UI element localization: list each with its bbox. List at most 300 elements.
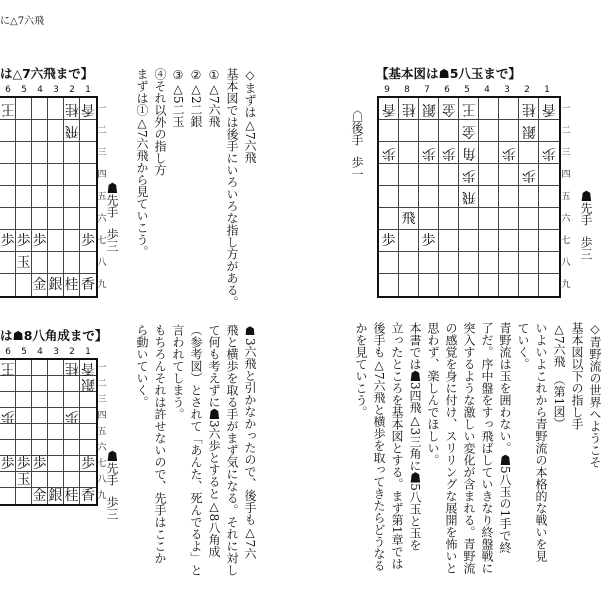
board-square bbox=[32, 98, 48, 120]
shogi-piece: 飛 bbox=[461, 188, 476, 205]
board-square bbox=[499, 252, 519, 274]
text-line: 言われてしまう。 bbox=[171, 324, 185, 420]
board-square bbox=[16, 98, 32, 120]
shogi-piece: 歩 bbox=[64, 407, 79, 424]
board-square bbox=[419, 230, 439, 252]
text-line: 思わず、楽しんでほしい。 bbox=[426, 322, 440, 466]
file-number: 6 bbox=[444, 85, 450, 95]
text-line: いよいよこれから青野流の本格的な戦いを見 bbox=[534, 322, 548, 562]
text-line: 基本図では後手にいろいろな指し方がある。 bbox=[225, 68, 239, 308]
shogi-piece: 歩 bbox=[16, 455, 31, 472]
shogi-piece: 銀 bbox=[81, 375, 95, 392]
shogi-board-bottom-left bbox=[0, 358, 98, 506]
shogi-piece: 香 bbox=[81, 277, 95, 293]
board-square bbox=[64, 186, 80, 208]
board-square bbox=[64, 252, 80, 274]
board-square bbox=[379, 274, 399, 296]
rank-number: 五 bbox=[561, 191, 571, 202]
board-square bbox=[459, 98, 479, 120]
gote-hand-pieces: 歩一 bbox=[350, 156, 364, 180]
file-number: 1 bbox=[544, 85, 550, 95]
board-square bbox=[539, 142, 559, 164]
board-square bbox=[499, 142, 519, 164]
shogi-piece: 歩 bbox=[521, 166, 536, 183]
board-square bbox=[399, 274, 419, 296]
shogi-piece: 歩 bbox=[81, 232, 95, 249]
board-square bbox=[48, 274, 64, 296]
board-square bbox=[16, 488, 32, 504]
board-square bbox=[32, 440, 48, 456]
board-square bbox=[48, 488, 64, 504]
board-square bbox=[80, 120, 96, 142]
board-square bbox=[80, 252, 96, 274]
file-number: 6 bbox=[5, 85, 11, 95]
board-square bbox=[16, 376, 32, 392]
shogi-piece: 歩 bbox=[421, 232, 436, 249]
shogi-piece: 飛 bbox=[64, 122, 79, 139]
board-square bbox=[459, 208, 479, 230]
file-number: 4 bbox=[484, 85, 490, 95]
text-line: △7六飛 （第1図） bbox=[552, 322, 566, 430]
file-number: 7 bbox=[424, 85, 430, 95]
gote-hand-label: ☖後手 bbox=[350, 110, 364, 146]
sente-hand-top-right bbox=[578, 190, 595, 260]
board-square bbox=[479, 120, 499, 142]
board-square bbox=[519, 252, 539, 274]
rank-number: 二 bbox=[561, 125, 571, 136]
shogi-board-top-left bbox=[0, 96, 98, 298]
file-number: 4 bbox=[37, 85, 43, 95]
rank-number: 四 bbox=[561, 169, 571, 180]
board-square bbox=[419, 120, 439, 142]
rank-number: 九 bbox=[561, 279, 571, 290]
diagram-title-top-left: は△7六飛まで】 bbox=[0, 66, 94, 81]
board-square bbox=[419, 252, 439, 274]
board-square bbox=[32, 186, 48, 208]
shogi-piece: 金 bbox=[461, 122, 476, 139]
board-square bbox=[519, 120, 539, 142]
board-square bbox=[439, 98, 459, 120]
text-line: ら動いていく。 bbox=[135, 324, 149, 408]
shogi-piece: 歩 bbox=[441, 144, 456, 161]
board-square bbox=[16, 392, 32, 408]
board-square bbox=[64, 120, 80, 142]
board-square bbox=[0, 164, 16, 186]
board-square bbox=[459, 274, 479, 296]
board-square bbox=[64, 142, 80, 164]
board-square bbox=[64, 274, 80, 296]
board-square bbox=[48, 252, 64, 274]
board-square bbox=[16, 456, 32, 472]
board-square bbox=[32, 392, 48, 408]
board-square bbox=[419, 164, 439, 186]
board-square bbox=[16, 360, 32, 376]
board-square bbox=[0, 120, 16, 142]
board-square bbox=[439, 208, 459, 230]
board-square bbox=[16, 408, 32, 424]
board-square bbox=[80, 142, 96, 164]
text-line: て何も考えずに☗3六歩とすると△8八角成 bbox=[207, 324, 221, 558]
shogi-piece: 歩 bbox=[32, 232, 47, 249]
commentary-top-right bbox=[352, 322, 604, 574]
board-square bbox=[479, 142, 499, 164]
board-square bbox=[499, 186, 519, 208]
board-square bbox=[379, 230, 399, 252]
board-square bbox=[64, 408, 80, 424]
shogi-piece: 角 bbox=[461, 144, 476, 161]
shogi-piece: 歩 bbox=[501, 144, 516, 161]
board-square bbox=[499, 164, 519, 186]
sente-hand-label: ☗先手 bbox=[579, 190, 593, 226]
board-square bbox=[399, 98, 419, 120]
shogi-piece: 歩 bbox=[381, 232, 396, 249]
rank-number: 七 bbox=[97, 235, 107, 246]
board-square bbox=[80, 424, 96, 440]
rank-number: 八 bbox=[97, 474, 107, 485]
board-square bbox=[459, 252, 479, 274]
board-square bbox=[32, 472, 48, 488]
board-square bbox=[32, 164, 48, 186]
rank-number: 四 bbox=[97, 410, 107, 421]
board-square bbox=[32, 424, 48, 440]
shogi-piece: 香 bbox=[81, 100, 95, 117]
text-line: ◇青野流の世界へようこそ bbox=[588, 322, 602, 468]
board-square bbox=[48, 208, 64, 230]
board-square bbox=[64, 230, 80, 252]
board-square bbox=[0, 208, 16, 230]
board-square bbox=[80, 456, 96, 472]
board-square bbox=[459, 164, 479, 186]
text-line: ③△5二玉 bbox=[171, 68, 185, 128]
shogi-piece: 玉 bbox=[16, 471, 31, 488]
board-square bbox=[32, 360, 48, 376]
board-square bbox=[48, 456, 64, 472]
board-square bbox=[399, 186, 419, 208]
board-square bbox=[0, 392, 16, 408]
sente-hand-label: ☗先手 bbox=[105, 182, 119, 218]
board-square bbox=[32, 208, 48, 230]
board-square bbox=[16, 440, 32, 456]
board-square bbox=[519, 230, 539, 252]
board-square bbox=[16, 142, 32, 164]
board-square bbox=[0, 376, 16, 392]
board-square bbox=[80, 186, 96, 208]
board-square bbox=[439, 186, 459, 208]
board-square bbox=[539, 164, 559, 186]
board-square bbox=[32, 230, 48, 252]
board-square bbox=[379, 142, 399, 164]
board-square bbox=[0, 142, 16, 164]
text-line: 本書では☗3四飛△3三角に☗5八玉と玉を bbox=[408, 322, 422, 551]
board-square bbox=[439, 230, 459, 252]
board-square bbox=[48, 472, 64, 488]
sente-hand-pieces: 歩三 bbox=[579, 236, 593, 260]
shogi-piece: 玉 bbox=[16, 254, 31, 271]
file-number: 2 bbox=[69, 85, 75, 95]
shogi-piece: 歩 bbox=[32, 455, 47, 472]
board-square bbox=[80, 472, 96, 488]
board-square bbox=[48, 392, 64, 408]
sente-hand-label: ☗先手 bbox=[105, 450, 119, 486]
board-square bbox=[80, 392, 96, 408]
board-square bbox=[80, 408, 96, 424]
shogi-piece: 王 bbox=[0, 359, 15, 376]
board-square bbox=[519, 208, 539, 230]
shogi-piece: 飛 bbox=[401, 210, 416, 227]
board-square bbox=[48, 440, 64, 456]
board-square bbox=[439, 274, 459, 296]
board-square bbox=[0, 274, 16, 296]
shogi-piece: 金 bbox=[32, 488, 47, 504]
shogi-piece: 歩 bbox=[0, 232, 15, 249]
shogi-piece: 銀 bbox=[521, 122, 536, 139]
rank-numbers-top-right bbox=[560, 96, 572, 294]
rank-number: 八 bbox=[97, 257, 107, 268]
board-square bbox=[48, 360, 64, 376]
shogi-piece: 桂 bbox=[64, 488, 79, 504]
board-square bbox=[80, 360, 96, 376]
file-number: 6 bbox=[5, 347, 11, 357]
board-square bbox=[499, 98, 519, 120]
board-square bbox=[64, 376, 80, 392]
board-square bbox=[399, 142, 419, 164]
board-square bbox=[80, 274, 96, 296]
board-square bbox=[48, 164, 64, 186]
board-square bbox=[0, 456, 16, 472]
text-line: の感覚を身に付け、スリリングな展開を怖いと bbox=[444, 322, 458, 574]
board-square bbox=[0, 424, 16, 440]
file-number: 5 bbox=[21, 85, 27, 95]
shogi-piece: 桂 bbox=[521, 100, 536, 117]
rank-number: 六 bbox=[97, 213, 107, 224]
board-square bbox=[32, 252, 48, 274]
board-square bbox=[499, 208, 519, 230]
board-square bbox=[399, 120, 419, 142]
board-square bbox=[16, 164, 32, 186]
board-square bbox=[399, 252, 419, 274]
text-line: 了だ。序中盤をすっ飛ばしていきなり終盤戦に bbox=[480, 322, 494, 574]
shogi-piece: 歩 bbox=[0, 407, 15, 424]
file-numbers-top-left bbox=[0, 85, 96, 95]
board-square bbox=[519, 142, 539, 164]
shogi-piece: 桂 bbox=[64, 277, 79, 293]
board-square bbox=[459, 120, 479, 142]
file-number: 1 bbox=[85, 347, 91, 357]
board-square bbox=[48, 424, 64, 440]
board-square bbox=[64, 440, 80, 456]
board-square bbox=[539, 120, 559, 142]
rank-number: 一 bbox=[97, 103, 107, 114]
board-square bbox=[80, 208, 96, 230]
shogi-piece: 歩 bbox=[81, 455, 95, 472]
board-square bbox=[16, 472, 32, 488]
board-square bbox=[64, 208, 80, 230]
text-line: かを見ていこう。 bbox=[354, 322, 368, 418]
board-square bbox=[80, 488, 96, 504]
board-square bbox=[519, 274, 539, 296]
board-square bbox=[80, 230, 96, 252]
board-square bbox=[16, 208, 32, 230]
shogi-piece: 歩 bbox=[542, 144, 556, 161]
board-square bbox=[499, 230, 519, 252]
board-square bbox=[419, 186, 439, 208]
rank-number: 五 bbox=[97, 426, 107, 437]
board-square bbox=[64, 98, 80, 120]
board-square bbox=[64, 424, 80, 440]
board-square bbox=[419, 208, 439, 230]
board-square bbox=[16, 424, 32, 440]
board-square bbox=[479, 230, 499, 252]
board-square bbox=[32, 488, 48, 504]
board-square bbox=[64, 360, 80, 376]
board-square bbox=[64, 392, 80, 408]
text-line: ていく。 bbox=[516, 322, 530, 370]
board-square bbox=[419, 142, 439, 164]
board-square bbox=[32, 142, 48, 164]
board-square bbox=[399, 230, 419, 252]
commentary-bottom-left bbox=[133, 324, 259, 576]
shogi-piece: 銀 bbox=[48, 277, 63, 293]
board-square bbox=[439, 142, 459, 164]
shogi-piece: 金 bbox=[32, 277, 47, 293]
file-number: 5 bbox=[21, 347, 27, 357]
rank-number: 三 bbox=[97, 394, 107, 405]
text-line: ◇まずは△7六飛 bbox=[243, 68, 257, 164]
board-square bbox=[399, 208, 419, 230]
rank-number: 七 bbox=[97, 458, 107, 469]
board-square bbox=[439, 120, 459, 142]
board-square bbox=[64, 472, 80, 488]
board-square bbox=[439, 252, 459, 274]
file-number: 4 bbox=[37, 347, 43, 357]
board-square bbox=[0, 186, 16, 208]
rank-number: 九 bbox=[97, 279, 107, 290]
board-square bbox=[499, 120, 519, 142]
board-square bbox=[479, 252, 499, 274]
board-square bbox=[539, 186, 559, 208]
diagram-title-bottom-left: は☗8八角成まで】 bbox=[0, 328, 108, 343]
running-title: に△7六飛 bbox=[0, 16, 45, 27]
rank-number: 六 bbox=[561, 213, 571, 224]
board-square bbox=[80, 376, 96, 392]
file-number: 3 bbox=[53, 85, 59, 95]
rank-number: 七 bbox=[561, 235, 571, 246]
board-square bbox=[80, 440, 96, 456]
shogi-piece: 歩 bbox=[421, 144, 436, 161]
text-line: 後手も△7六飛と横歩を取ってきたらどうなる bbox=[372, 322, 386, 572]
board-square bbox=[519, 164, 539, 186]
rank-number: 二 bbox=[97, 378, 107, 389]
board-square bbox=[379, 208, 399, 230]
rank-number: 四 bbox=[97, 169, 107, 180]
board-square bbox=[32, 376, 48, 392]
shogi-piece: 歩 bbox=[461, 166, 476, 183]
board-square bbox=[48, 408, 64, 424]
shogi-piece: 銀 bbox=[48, 488, 63, 504]
board-square bbox=[519, 98, 539, 120]
board-square bbox=[479, 274, 499, 296]
shogi-piece: 歩 bbox=[16, 232, 31, 249]
board-square bbox=[0, 98, 16, 120]
board-square bbox=[419, 274, 439, 296]
shogi-piece: 歩 bbox=[0, 455, 15, 472]
board-square bbox=[379, 164, 399, 186]
shogi-piece: 香 bbox=[81, 359, 95, 376]
sente-hand-bottom-left bbox=[104, 450, 121, 520]
text-line: ①△7六飛 bbox=[207, 68, 221, 128]
text-line: 飛と横歩を取る手がまず気になる。それに対し bbox=[225, 324, 239, 576]
board-square bbox=[419, 98, 439, 120]
text-line: もちろんそれは許せないので、先手はここか bbox=[153, 324, 167, 564]
board-square bbox=[539, 208, 559, 230]
board-square bbox=[539, 274, 559, 296]
file-number: 3 bbox=[53, 347, 59, 357]
gote-hand-top-right bbox=[349, 110, 366, 180]
file-number: 2 bbox=[69, 347, 75, 357]
text-line: ④それ以外の指し方 bbox=[153, 68, 167, 176]
text-line: 青野流は玉を囲わない。☗5八玉の1手で終 bbox=[498, 322, 512, 554]
rank-number: 三 bbox=[97, 147, 107, 158]
board-square bbox=[16, 186, 32, 208]
file-number: 5 bbox=[464, 85, 470, 95]
board-square bbox=[64, 164, 80, 186]
shogi-piece: 香 bbox=[81, 488, 95, 504]
board-square bbox=[399, 164, 419, 186]
board-square bbox=[0, 440, 16, 456]
board-square bbox=[16, 120, 32, 142]
file-numbers-top-right bbox=[377, 85, 557, 95]
shogi-board-top-right bbox=[377, 96, 561, 298]
board-square bbox=[80, 98, 96, 120]
commentary-top-left bbox=[133, 68, 259, 308]
shogi-piece: 桂 bbox=[64, 359, 79, 376]
shogi-piece: 金 bbox=[441, 100, 456, 117]
board-square bbox=[539, 230, 559, 252]
diagram-title-top-right: 【基本図は☗5八玉まで】 bbox=[376, 66, 521, 81]
board-square bbox=[48, 120, 64, 142]
board-square bbox=[519, 186, 539, 208]
board-square bbox=[539, 252, 559, 274]
rank-number: 九 bbox=[97, 490, 107, 501]
rank-number: 一 bbox=[97, 362, 107, 373]
file-number: 1 bbox=[85, 85, 91, 95]
text-line: まずは①△7六飛から見ていこう。 bbox=[135, 68, 149, 258]
board-square bbox=[459, 142, 479, 164]
shogi-piece: 香 bbox=[542, 100, 556, 117]
board-square bbox=[379, 252, 399, 274]
shogi-piece: 桂 bbox=[401, 100, 416, 117]
sente-hand-pieces: 歩三 bbox=[105, 228, 119, 252]
board-square bbox=[379, 120, 399, 142]
shogi-piece: 香 bbox=[381, 100, 396, 117]
board-square bbox=[16, 230, 32, 252]
text-line: ②△2二銀 bbox=[189, 68, 203, 128]
board-square bbox=[0, 230, 16, 252]
board-square bbox=[459, 186, 479, 208]
shogi-piece: 王 bbox=[461, 100, 476, 117]
sente-hand-pieces: 歩三 bbox=[105, 496, 119, 520]
board-square bbox=[16, 274, 32, 296]
board-square bbox=[539, 98, 559, 120]
shogi-piece: 銀 bbox=[421, 100, 436, 117]
board-square bbox=[48, 230, 64, 252]
board-square bbox=[80, 164, 96, 186]
board-square bbox=[479, 98, 499, 120]
board-square bbox=[64, 456, 80, 472]
text-line: 基本図以下の指し手 bbox=[570, 322, 584, 430]
shogi-piece: 王 bbox=[0, 100, 15, 117]
rank-number: 三 bbox=[561, 147, 571, 158]
